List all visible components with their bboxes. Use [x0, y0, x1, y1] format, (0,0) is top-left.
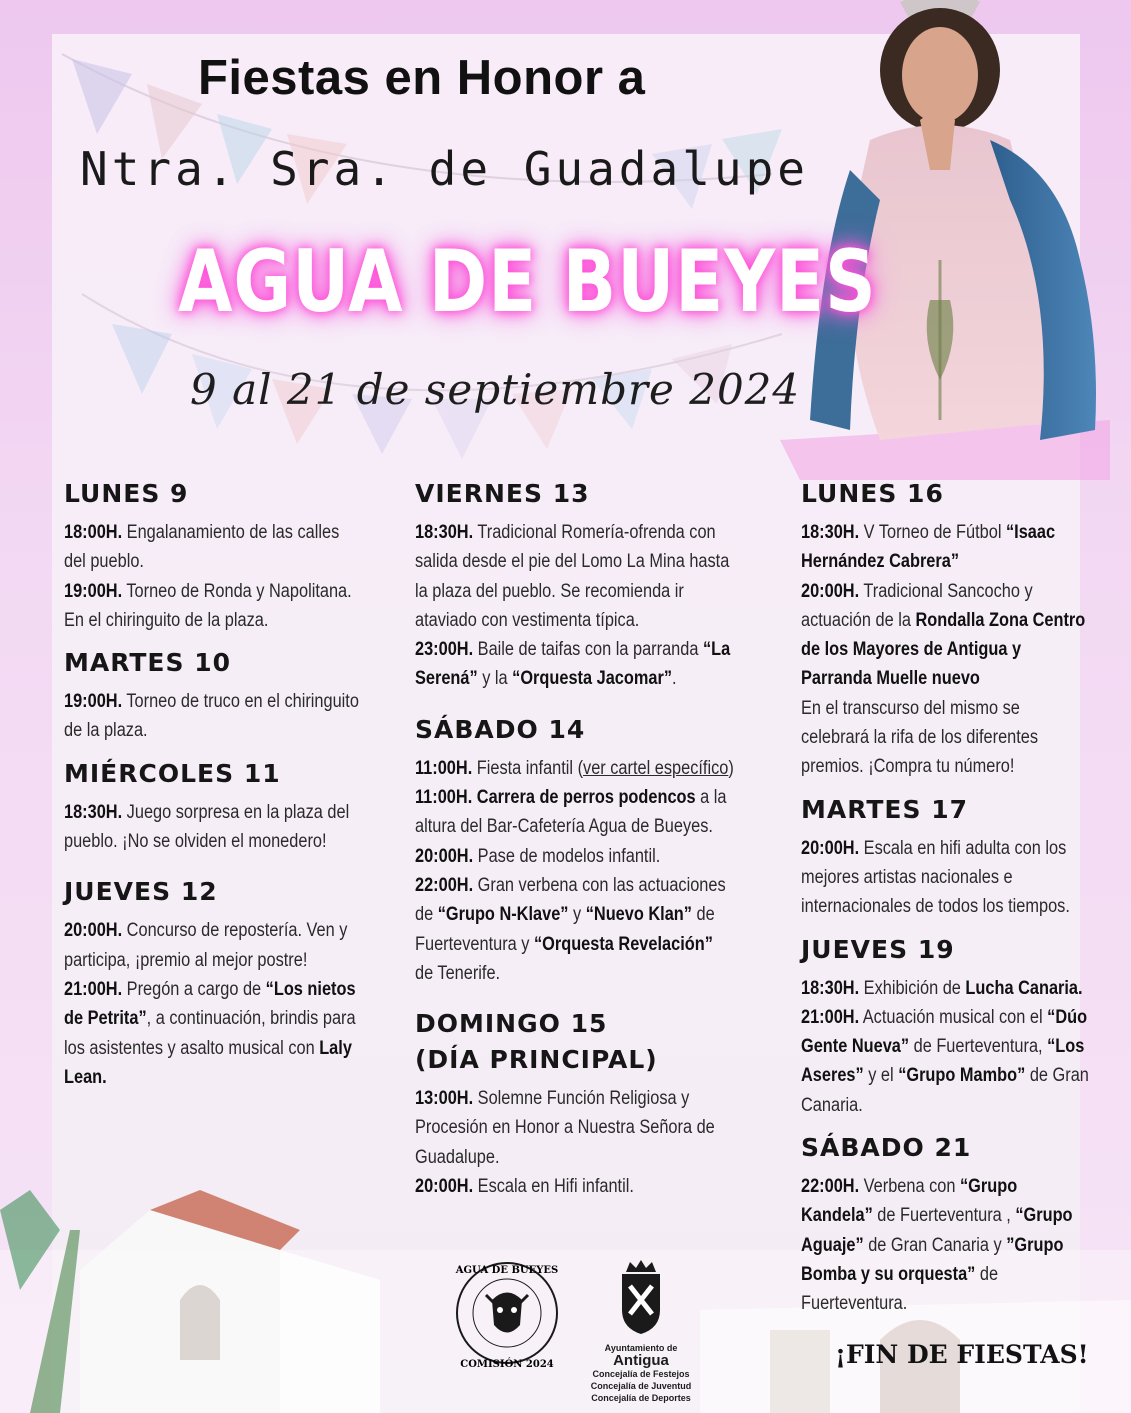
entry-highlight: “Grupo Aguaje”	[801, 1205, 1073, 1256]
entry-text: Solemne Función Religiosa y Procesión en Honor a Nuestra Señora de Guadalupe.	[415, 1088, 715, 1168]
entry-time: 18:30H.	[801, 522, 860, 543]
program-column-2	[415, 478, 735, 1201]
schedule-entry	[801, 694, 1090, 782]
entry-text: de Tenerife.	[415, 962, 501, 984]
day-heading: SÁBADO 14	[415, 714, 586, 744]
schedule-entry	[64, 687, 363, 746]
schedule-entry	[801, 518, 1090, 577]
entry-highlight: “La Serená”	[415, 639, 731, 690]
entry-text: de Fuerteventura,	[909, 1036, 1048, 1058]
entry-text: Actuación musical con el	[859, 1006, 1048, 1028]
department-festejos: Concejalía de Festejos	[592, 1369, 690, 1379]
entry-highlight: “Nuevo Klan”	[585, 904, 692, 926]
entry-time: 20:00H.	[801, 580, 860, 602]
entry-text: Concurso de repostería. Ven y participa, ¡premio al mejor postre!	[64, 920, 348, 971]
entry-highlight: “Orquesta Jacomar”	[512, 668, 673, 690]
entry-text: Torneo de Ronda y Napolitana. En el chiringuito de la plaza.	[64, 580, 352, 631]
schedule-entry	[415, 1172, 734, 1201]
entry-time: 20:00H.	[801, 837, 860, 859]
entry-text: Torneo de truco en el chiringuito de la plaza.	[64, 691, 359, 742]
entry-time: 18:30H.	[415, 522, 474, 543]
entry-time: 18:30H.	[64, 801, 123, 823]
day-block	[64, 876, 364, 1092]
entry-text: Pregón a cargo de	[122, 978, 266, 1000]
entry-text: Baile de taifas con la parranda	[473, 639, 703, 661]
fin-de-fiestas: ¡FIN DE FIESTAS!	[835, 1340, 1089, 1369]
program-column-1	[64, 478, 364, 1092]
entry-text: y el	[863, 1065, 899, 1087]
entry-time: 21:00H.	[801, 1006, 860, 1028]
department-juventud: Concejalía de Juventud	[590, 1381, 692, 1391]
entry-text: de Gran Canaria y	[863, 1234, 1007, 1256]
title-agua-de-bueyes: AGUA DE BUEYES	[178, 232, 877, 332]
comision-logo	[452, 1255, 562, 1373]
entry-text: y	[568, 904, 586, 926]
entry-highlight: “Los Aseres”	[801, 1036, 1085, 1087]
entry-time: 20:00H.	[64, 920, 123, 942]
entry-highlight: Carrera de perros podencos	[472, 787, 696, 809]
ayuntamiento-label: Ayuntamiento de	[604, 1343, 678, 1353]
entry-text: Verbena con	[859, 1176, 960, 1198]
ayuntamiento-name: Antigua	[613, 1352, 669, 1369]
schedule-entry	[801, 577, 1090, 694]
entry-text: Engalanamiento de las calles del pueblo.	[64, 522, 340, 573]
entry-highlight: “Los nietos de Petrita”	[64, 978, 356, 1030]
entry-time: 22:00H.	[801, 1176, 860, 1198]
schedule-entry	[64, 916, 363, 975]
entry-time: 19:00H.	[64, 580, 123, 602]
day-heading: LUNES 16	[801, 479, 944, 508]
department-deportes: Concejalía de Deportes	[591, 1393, 691, 1403]
entry-text: de Fuerteventura.	[801, 1263, 999, 1315]
entry-text: Exhibición de	[859, 977, 966, 999]
schedule-entry	[415, 871, 734, 988]
entry-text: Gran verbena con las actuaciones de	[415, 874, 726, 926]
entry-highlight: Rondalla Zona Centro de los Mayores de Antigua y Parranda Muelle nuevo	[801, 609, 1086, 690]
day-heading: SÁBADO 21	[801, 1133, 972, 1163]
title-line-2: Ntra. Sra. de Guadalupe	[80, 142, 809, 196]
schedule-entry	[415, 754, 734, 783]
entry-highlight: “Dúo Gente Nueva”	[801, 1006, 1088, 1058]
schedule-entry	[801, 974, 1090, 1003]
entry-time: 19:00H.	[64, 691, 123, 713]
day-block	[415, 714, 735, 988]
entry-text: Pase de modelos infantil.	[473, 845, 661, 867]
day-heading: MIÉRCOLES 11	[64, 758, 281, 788]
entry-time: 11:00H.	[415, 787, 473, 809]
entry-time: 20:00H.	[415, 845, 474, 867]
entry-text: de Gran Canaria.	[801, 1065, 1089, 1116]
schedule-entry	[801, 834, 1090, 922]
entry-time: 13:00H.	[415, 1088, 474, 1110]
program-column-3	[801, 478, 1091, 1319]
entry-text: , a continuación, brindis para los asistentes y asalto musical con	[64, 1008, 356, 1059]
entry-time: 18:30H.	[801, 977, 860, 999]
entry-highlight: ”Grupo Bomba y su orquesta”	[801, 1234, 1064, 1285]
entry-highlight: “Grupo N-Klave”	[437, 904, 569, 926]
entry-text: Escala en hifi adulta con los mejores artistas nacionales e internacionales de todos los tiempos.	[801, 837, 1070, 918]
schedule-entry	[415, 635, 734, 694]
schedule-entry	[64, 798, 363, 857]
entry-text: Tradicional Romería-ofrenda con salida desde el pie del Lomo La Mina hasta la plaza del pueblo. Se recomienda ir ataviado con vestimenta típica.	[415, 522, 730, 631]
entry-text: a la altura del Bar-Cafetería Agua de Bueyes.	[415, 787, 727, 838]
entry-highlight: Lucha Canaria.	[965, 977, 1083, 999]
entry-time: 22:00H.	[415, 874, 474, 896]
festival-dates: 9 al 21 de septiembre 2024	[190, 365, 801, 414]
entry-text: y la	[477, 668, 513, 690]
day-heading: MARTES 17	[801, 794, 968, 824]
entry-text: Fiesta infantil (	[472, 757, 584, 779]
entry-highlight: “Isaac Hernández Cabrera”	[801, 522, 1056, 573]
entry-time: 18:00H.	[64, 522, 123, 543]
entry-time: 20:00H.	[415, 1176, 474, 1198]
schedule-entry	[801, 1003, 1090, 1120]
day-block	[415, 478, 735, 694]
day-block	[801, 478, 1091, 782]
schedule-entry	[64, 975, 363, 1092]
day-block	[64, 647, 364, 746]
day-block	[415, 1008, 735, 1201]
entry-text: Escala en Hifi infantil.	[473, 1176, 634, 1198]
day-block	[64, 478, 364, 635]
entry-text: de Fuerteventura ,	[872, 1205, 1016, 1227]
antigua-crest-icon	[618, 1258, 664, 1336]
day-heading: DOMINGO 15	[415, 1009, 608, 1039]
day-heading: LUNES 9	[64, 479, 189, 508]
entry-highlight: “Orquesta Revelación”	[533, 933, 713, 955]
comision-logo-bottom-text: COMISIÓN 2024	[460, 1359, 554, 1370]
entry-highlight: “Grupo Mambo”	[898, 1065, 1026, 1087]
entry-text: Juego sorpresa en la plaza del pueblo. ¡No se olviden el monedero!	[64, 801, 350, 853]
entry-text: En el transcurso del mismo se celebrará la rifa de los diferentes premios. ¡Compra tu número!	[801, 697, 1039, 778]
schedule-entry	[801, 1172, 1090, 1318]
title-line-1: Fiestas en Honor a	[198, 51, 646, 105]
day-subheading: (DÍA PRINCIPAL)	[415, 1045, 658, 1075]
schedule-entry	[64, 577, 363, 636]
comision-logo-top-text: AGUA DE BUEYES	[455, 1265, 559, 1276]
cartel-link[interactable]: ver cartel específico	[583, 757, 729, 779]
entry-time: 11:00H.	[415, 757, 473, 779]
day-heading: JUEVES 12	[64, 877, 218, 907]
entry-text: V Torneo de Fútbol	[859, 522, 1007, 543]
entry-text: Tradicional Sancocho y actuación de la	[801, 580, 1033, 631]
day-heading: JUEVES 19	[801, 934, 955, 964]
entry-text: )	[728, 757, 734, 779]
schedule-entry	[415, 783, 734, 842]
ayuntamiento-antigua-logo	[585, 1258, 697, 1403]
schedule-entry	[415, 842, 734, 871]
day-heading: VIERNES 13	[415, 479, 590, 508]
day-block	[801, 934, 1091, 1120]
schedule-entry	[415, 518, 734, 635]
entry-text: de Fuerteventura y	[415, 904, 715, 955]
day-block	[64, 758, 364, 857]
entry-highlight: “Grupo Kandela”	[801, 1176, 1018, 1227]
schedule-entry	[415, 1084, 734, 1172]
schedule-entry	[64, 518, 363, 577]
day-heading: MARTES 10	[64, 648, 231, 678]
entry-time: 23:00H.	[415, 639, 474, 661]
entry-time: 21:00H.	[64, 978, 123, 1000]
entry-highlight: Laly Lean.	[64, 1037, 352, 1088]
entry-text: .	[672, 668, 677, 690]
day-block	[801, 1132, 1091, 1318]
day-block	[801, 794, 1091, 922]
